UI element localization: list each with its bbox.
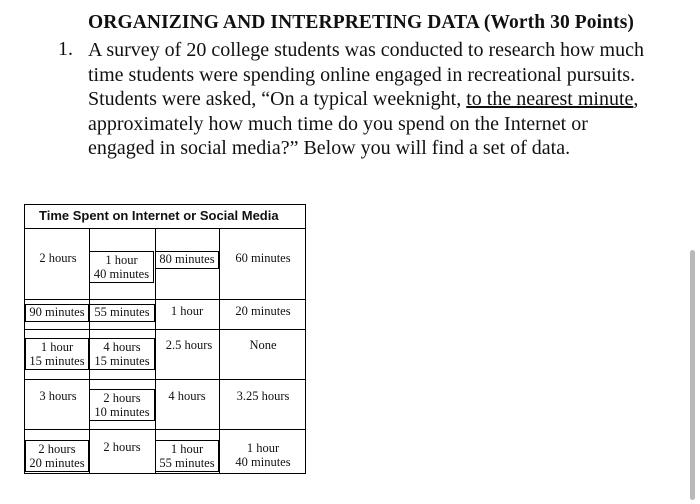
table-cell: 2.5 hours <box>165 338 213 352</box>
scrollbar[interactable] <box>690 250 695 500</box>
table-cell: 20 minutes <box>235 304 291 318</box>
table-cell: 2 hours <box>103 440 141 454</box>
table-cell: 3 hours <box>39 389 77 403</box>
table-cell: 2 hours 20 minutes <box>25 440 89 472</box>
table-cell: 2 hours 10 minutes <box>89 389 155 421</box>
question-line-3: Students were asked, “On a typical weeknight, to the nearest minute, <box>88 88 639 110</box>
table-cell: 1 hour 40 minutes <box>89 251 154 283</box>
table-cell: 60 minutes <box>235 251 291 265</box>
page-heading: ORGANIZING AND INTERPRETING DATA (Worth 30 Points) <box>88 12 634 33</box>
question-line-2: time students were spending online engaged in recreational pursuits. <box>88 63 636 86</box>
question-line-5: engaged in social media?” Below you will find a set of data. <box>88 137 571 159</box>
table-cell: 2 hours <box>39 251 77 265</box>
question-number: 1. <box>58 38 73 60</box>
question-line-1: A survey of 20 college students was conducted to research how much <box>88 39 644 61</box>
data-table <box>24 204 306 474</box>
table-cell: 80 minutes <box>155 251 219 269</box>
question-text <box>88 38 688 161</box>
underlined-phrase: to the nearest minute <box>466 88 634 110</box>
table-cell: 1 hour 15 minutes <box>25 338 89 370</box>
table-title: Time Spent on Internet or Social Media <box>25 205 305 229</box>
table-cell: 90 minutes <box>25 304 89 322</box>
question-line-4: approximately how much time do you spend on the Internet or <box>88 112 588 135</box>
table-cell: 1 hour 55 minutes <box>155 440 219 472</box>
table-cell: 4 hours <box>168 389 206 403</box>
table-grid <box>25 229 305 473</box>
table-cell: 1 hour 40 minutes <box>235 441 291 469</box>
table-cell: None <box>249 338 277 352</box>
table-cell: 1 hour <box>170 304 204 318</box>
table-cell: 4 hours 15 minutes <box>89 338 155 370</box>
table-cell: 55 minutes <box>89 304 155 322</box>
table-cell: 3.25 hours <box>236 389 290 403</box>
